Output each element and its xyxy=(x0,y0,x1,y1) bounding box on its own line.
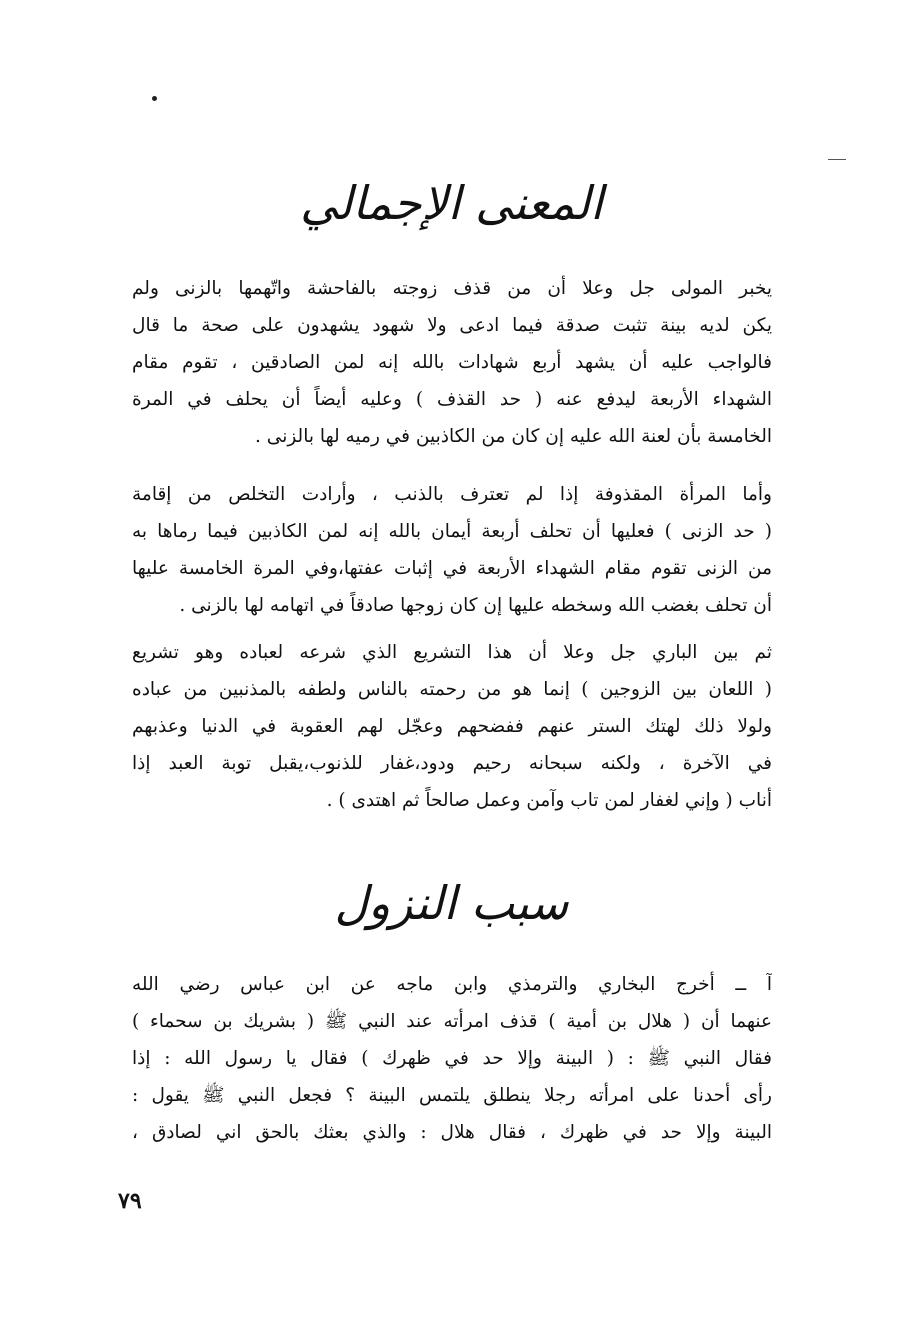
text-line: أن تحلف بغضب الله وسخطه عليها إن كان زوجها صادقاً في اتهامه لها بالزنى . xyxy=(179,595,772,616)
text-line: ثم بين الباري جل وعلا أن هذا التشريع الذي شرعه لعباده وهو تشريع xyxy=(132,642,772,663)
paragraph-1 xyxy=(132,270,772,455)
text-line: آ ــ أخرج البخاري والترمذي وابن ماجه عن ابن عباس رضي الله xyxy=(132,974,772,995)
text-line: فالواجب عليه أن يشهد أربع شهادات بالله إنه لمن الصادقين ، تقوم مقام xyxy=(132,352,772,373)
page-number: ٧٩ xyxy=(118,1188,142,1214)
text-line: من الزنى تقوم مقام الشهداء الأربعة في إثبات عفتها،وفي المرة الخامسة عليها xyxy=(132,558,772,579)
text-line: عنهما أن ( هلال بن أمية ) قذف امرأته عند النبي ﷺ ( بشريك بن سحماء ) xyxy=(132,1011,772,1032)
text-line: رأى أحدنا على امرأته رجلا ينطلق يلتمس البينة ؟ فجعل النبي ﷺ يقول : xyxy=(132,1085,772,1106)
section-title-reason-of-revelation: سبب النزول xyxy=(334,876,569,930)
text-line: فقال النبي ﷺ : ( البينة وإلا حد في ظهرك ) فقال يا رسول الله : إذا xyxy=(132,1048,772,1069)
text-line: وأما المرأة المقذوفة إذا لم تعترف بالذنب ، وأرادت التخلص من إقامة xyxy=(132,484,772,505)
text-line: ( حد الزنى ) فعليها أن تحلف أربعة أيمان بالله إنه لمن الكاذبين فيما رماها به xyxy=(132,521,772,542)
ink-dot xyxy=(152,96,157,101)
text-line: يكن لديه بينة تثبت صدقة فيما ادعى ولا شهود يشهدون على صحة ما قال xyxy=(132,315,772,336)
section-title-overall-meaning: المعنى الإجمالي xyxy=(300,176,603,230)
text-line: الشهداء الأربعة ليدفع عنه ( حد القذف ) وعليه أيضاً أن يحلف في المرة xyxy=(132,389,772,410)
text-line: الخامسة بأن لعنة الله عليه إن كان من الكاذبين في رميه لها بالزنى . xyxy=(255,426,772,447)
text-line: ( اللعان بين الزوجين ) إنما هو من رحمته بالناس ولطفه بالمذنبين من عباده xyxy=(132,679,772,700)
paragraph-4 xyxy=(132,966,772,1151)
text-line: البينة وإلا حد في ظهرك ، فقال هلال : والذي بعثك بالحق اني لصادق ، xyxy=(132,1122,772,1143)
margin-mark xyxy=(828,159,846,160)
text-line: ولولا ذلك لهتك الستر عنهم ففضحهم وعجّل لهم العقوبة في الدنيا وعذبهم xyxy=(132,716,772,737)
paragraph-2 xyxy=(132,476,772,624)
text-line: يخبر المولى جل وعلا أن من قذف زوجته بالفاحشة واتّهمها بالزنى ولم xyxy=(132,278,772,299)
text-line: في الآخرة ، ولكنه سبحانه رحيم ودود،غفار للذنوب،يقبل توبة العبد إذا xyxy=(132,753,772,774)
text-line: أناب ( وإني لغفار لمن تاب وآمن وعمل صالحاً ثم اهتدى ) . xyxy=(326,790,772,811)
paragraph-3 xyxy=(132,634,772,819)
